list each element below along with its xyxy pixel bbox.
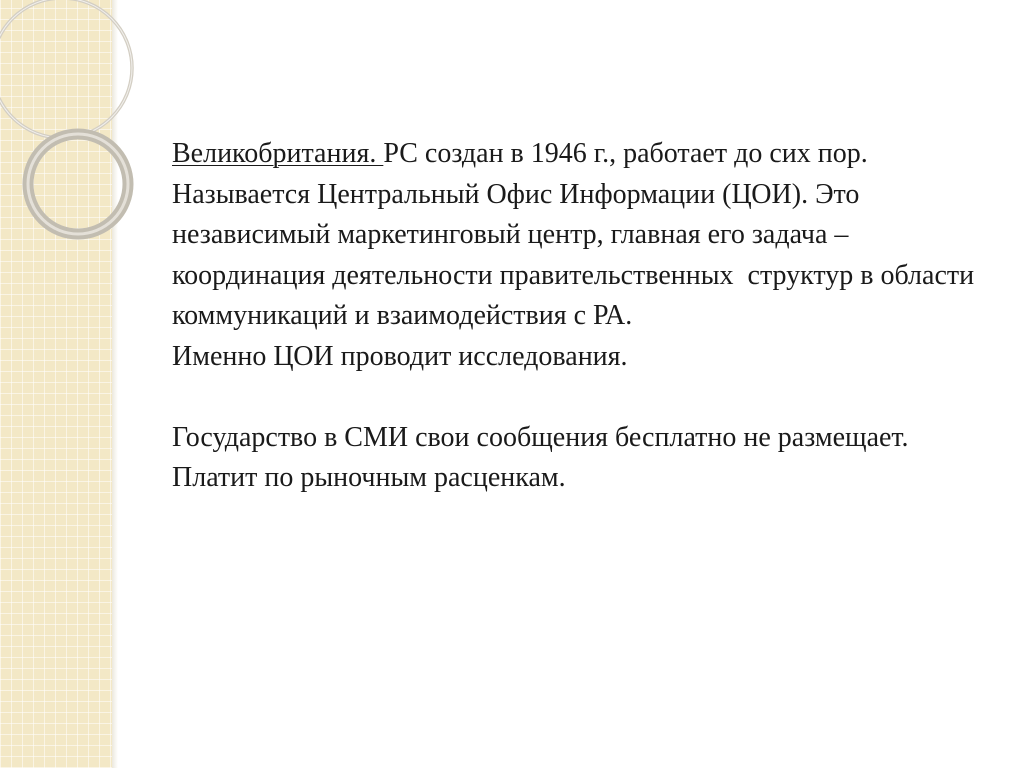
country-heading: Великобритания.	[172, 138, 384, 169]
paragraph-research: Именно ЦОИ проводит исследования.	[172, 340, 628, 372]
decorative-rings	[0, 0, 180, 300]
paragraph-uk	[172, 134, 982, 337]
slide-body	[172, 134, 982, 499]
small-ring-highlight	[28, 134, 128, 234]
paragraph-state-media: Государство в СМИ свои сообщения бесплатно не размещает. Платит по рыночным расценкам.	[172, 421, 909, 493]
paragraph-uk-text: РС создан в 1946 г., работает до сих пор. Называется Центральный Офис Информации (ЦОИ). Это независимый маркетинговый центр, главная его задача – координация деятельности правительственных структур в области коммуникаций и взаимодействия с РА.	[172, 138, 982, 331]
paragraph-spacer	[172, 377, 982, 418]
